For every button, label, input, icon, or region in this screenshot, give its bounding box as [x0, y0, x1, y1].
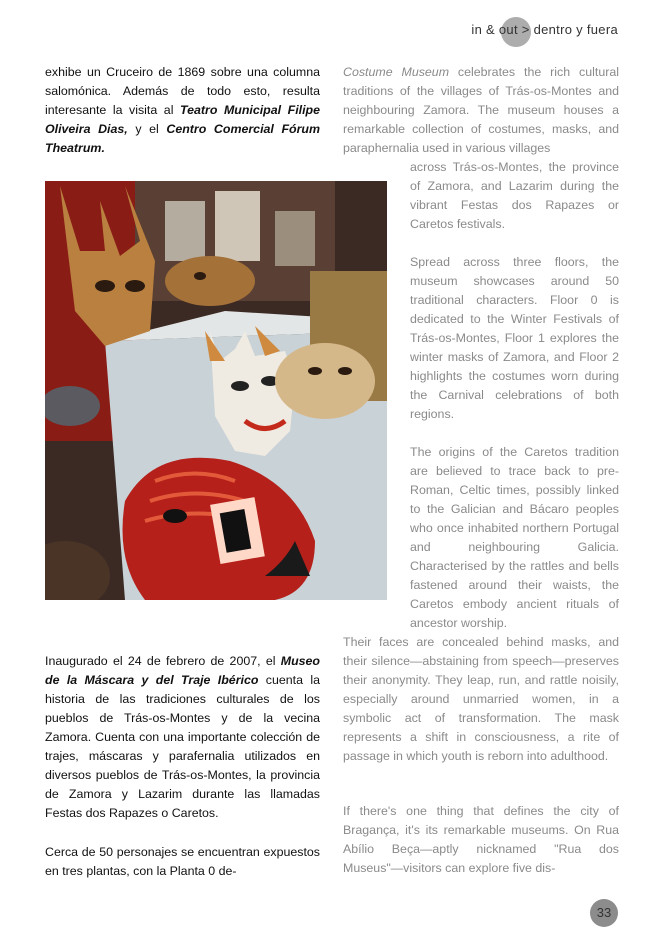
spanish-paragraph-2: [45, 652, 320, 823]
es-p1-text-a: exhibe un Cruceiro de 1869 sobre una columna salomónica. Además de todo esto, resulta interesante la visita al: [45, 65, 320, 117]
spanish-paragraph-1: [45, 63, 320, 158]
english-paragraph-3-continued: [343, 633, 619, 766]
en-p3-text-a: The origins of the Caretos tradition are believed to trace back to pre-Roman, Celtic times, possibly linked to the Galician and Bácaro peoples who once inhabited northern Portugal and neighbouring Galicia. Characterised by the rattles and bells fastened around their waists, the Caretos embody ancient rituals of ancestor worship.: [410, 445, 619, 630]
en-p1-museum-name: Costume Museum: [343, 65, 450, 79]
en-p4-text: If there's one thing that defines the city of Bragança, it's its remarkable museums. On Rua Abílio Beça—aptly nicknamed "Rua dos Museus"—visitors can explore five dis-: [343, 804, 619, 875]
section-title: in & out > dentro y fuera: [471, 22, 618, 37]
section-header: [471, 22, 618, 37]
es-p2-text-a: Inaugurado el 24 de febrero de 2007, el: [45, 654, 281, 668]
tan-mask-right: [275, 343, 375, 419]
english-narrow-column: [410, 158, 619, 633]
en-p1-text-b: celebrates the rich cultural traditions of the villages of Trás-os-Montes and neighbouring Zamora. The museum houses a remarkable collection of costumes, masks, and paraphernalia used in various villages: [343, 65, 619, 155]
es-p1-theatre-name: Teatro Municipal Filipe Oliveira Dias,: [45, 103, 320, 136]
page-number: 33: [596, 905, 612, 920]
es-p1-mall-name: Centro Comercial Fórum Theatrum.: [45, 122, 320, 155]
spanish-paragraph-3: [45, 843, 320, 881]
es-p1-text-c: y el: [127, 122, 167, 136]
page-number-badge: [590, 899, 618, 927]
en-p1-text-c: across Trás-os-Montes, the province of Zamora, and Lazarim during the vibrant Festas dos Rapazes or Caretos festivals.: [410, 160, 619, 231]
es-p3-text: Cerca de 50 personajes se encuentran expuestos en tres plantas, con la Planta 0 de-: [45, 845, 320, 878]
english-paragraph-1-top: [343, 63, 619, 158]
english-paragraph-4: [343, 802, 619, 878]
brown-mask-top: [165, 256, 255, 306]
es-p2-text-c: cuenta la historia de las tradiciones culturales de los pueblos de Trás-os-Montes y de la vecina Zamora. Cuenta con una importante colección de trajes, máscaras y parafernalia utilizados en diversos pueblos de Trás-os-Montes, la provincia de Zamora y Lazarim durante las llamadas Festas dos Rapazes o Caretos.: [45, 673, 321, 820]
en-p2-text: Spread across three floors, the museum showcases around 50 traditional characters. Floor 0 is dedicated to the Winter Festivals of Trás-os-Montes, Floor 1 explores the winter masks of Zamora, and Floor 2 highlights the costumes worn during the Carnival celebrations of both regions.: [410, 255, 619, 421]
en-p3-text-b: Their faces are concealed behind masks, and their silence—abstaining from speech—preserves their anonymity. They leap, run, and rattle noisily, especially around unmarried women, in a symbolic act of transformation. The mask represents a shift in consciousness, a rite of passage in which youth is reborn into adulthood.: [343, 635, 619, 763]
es-p2-museum-name: Museo de la Máscara y del Traje Ibérico: [45, 654, 320, 687]
mask-museum-photo: [45, 181, 387, 600]
masks-illustration: [45, 181, 387, 600]
